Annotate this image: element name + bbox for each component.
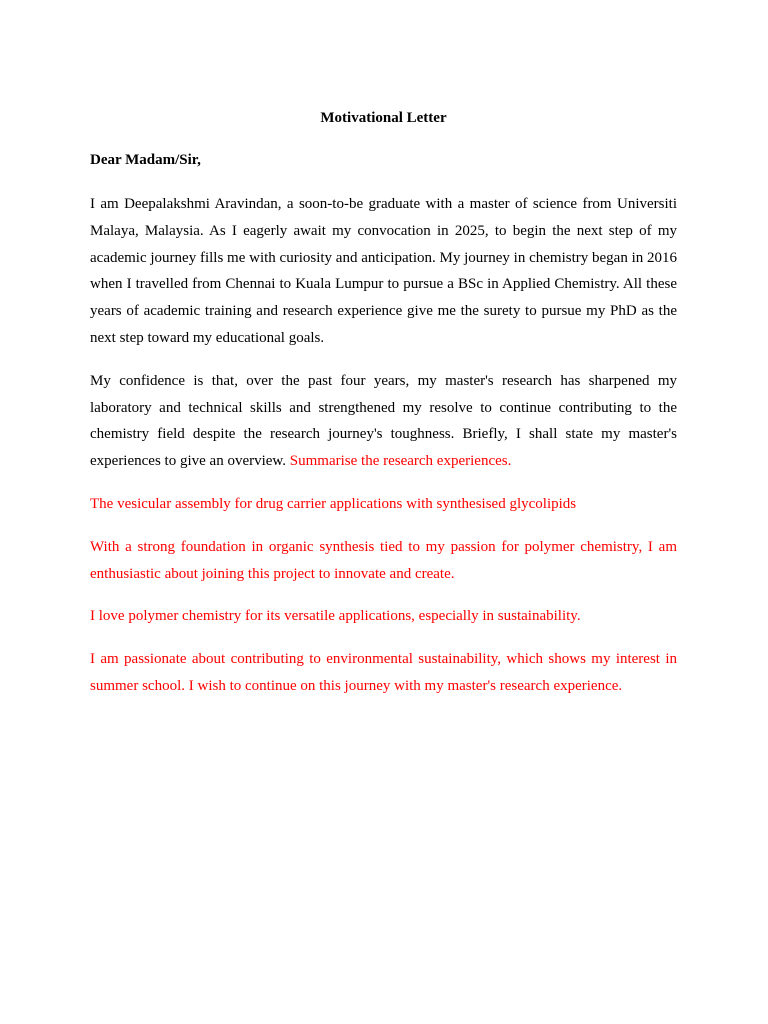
paragraph-polymer-chemistry: [90, 603, 677, 630]
paragraph-sustainability: [90, 646, 677, 700]
paragraph-confidence: [90, 368, 677, 475]
paragraph-text: My confidence is that, over the past four years, my master's research has sharpened my laboratory and technical skills and strengthened my resolve to continue contributing to the chemistry field despite the research journey's toughness. Briefly, I shall state my master's experiences to give an overview.: [90, 372, 677, 470]
salutation: Dear Madam/Sir,: [90, 152, 201, 168]
paragraph-research-topic: [90, 491, 677, 518]
highlighted-note: Summarise the research experiences.: [289, 453, 512, 470]
document-title: Motivational Letter: [320, 110, 447, 126]
paragraph-text: I am Deepalakshmi Aravindan, a soon-to-be graduate with a master of science from Universiti Malaya, Malaysia. As I eagerly await my convocation in 2025, to begin the next step of my academic journey fills me with curiosity and anticipation. My journey in chemistry began in 2016 when I travelled from Chennai to Kuala Lumpur to pursue a BSc in Applied Chemistry. All these years of academic training and research experience give me the surety to pursue my PhD as the next step toward my educational goals.: [90, 196, 677, 346]
paragraph-introduction: [90, 191, 677, 352]
paragraph-text: With a strong foundation in organic synthesis tied to my passion for polymer chemistry, I am enthusiastic about joining this project to innovate and create.: [90, 538, 677, 582]
document-body: [90, 107, 677, 716]
paragraph-foundation: [90, 534, 677, 588]
paragraph-text: I love polymer chemistry for its versatile applications, especially in sustainability.: [90, 608, 581, 625]
paragraph-text: The vesicular assembly for drug carrier applications with synthesised glycolipids: [90, 495, 577, 512]
paragraph-text: I am passionate about contributing to environmental sustainability, which shows my interest in summer school. I wish to continue on this journey with my master's research experience.: [90, 651, 677, 694]
